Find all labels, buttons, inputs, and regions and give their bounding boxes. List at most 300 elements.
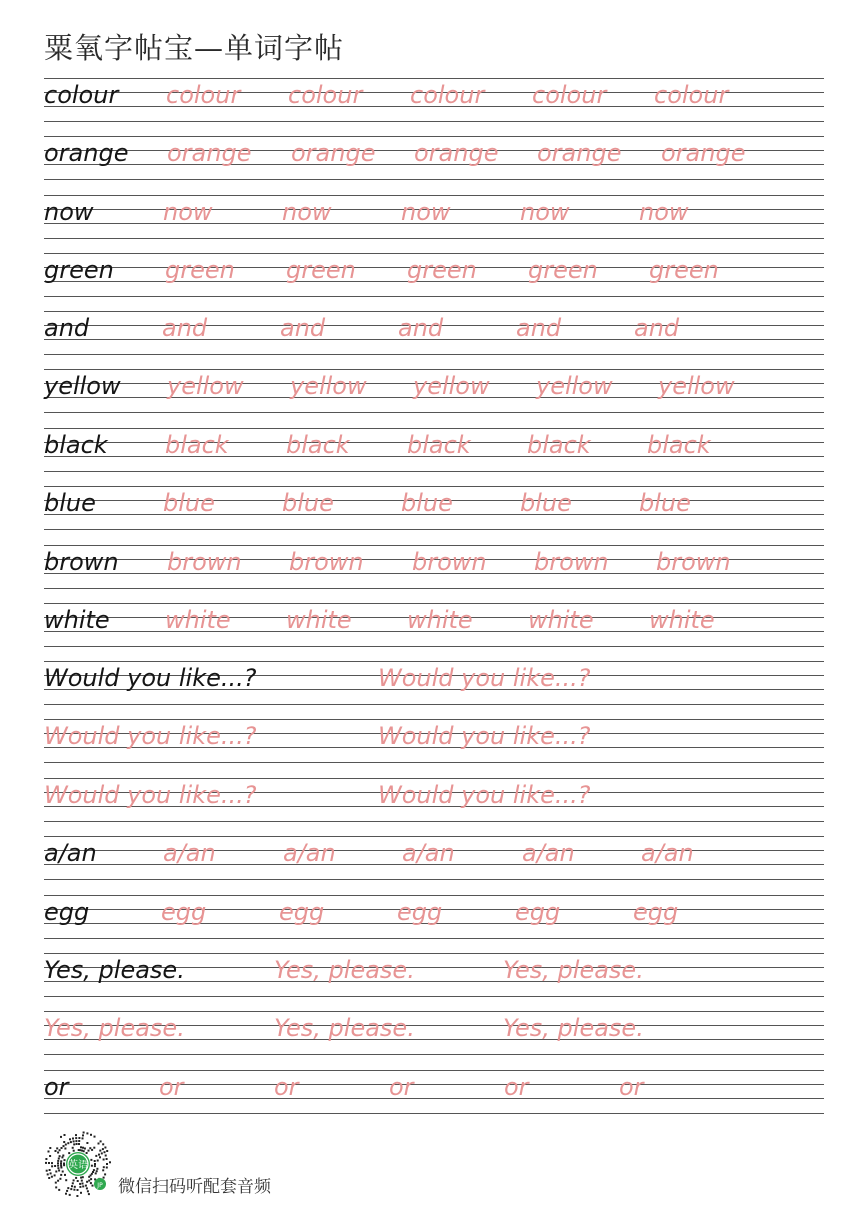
- qr-module: [89, 1147, 91, 1149]
- ruling-line: [44, 238, 824, 239]
- qr-module: [96, 1170, 98, 1172]
- qr-module: [65, 1144, 67, 1146]
- practice-row: [44, 603, 824, 647]
- ruling-line: [44, 296, 824, 297]
- ruling-line: [44, 369, 824, 370]
- trace-word: green: [165, 256, 235, 284]
- practice-row: [44, 719, 824, 763]
- qr-module: [60, 1160, 62, 1162]
- trace-word: white: [286, 606, 352, 634]
- qr-module: [103, 1166, 105, 1168]
- ruling-line: [44, 1011, 824, 1012]
- trace-word: a/an: [163, 839, 216, 867]
- qr-module: [106, 1150, 108, 1152]
- qr-corner-label: JP: [97, 1182, 103, 1189]
- practice-row: [44, 136, 824, 180]
- practice-row: [44, 661, 824, 705]
- ruling-line: [44, 1070, 824, 1071]
- qr-module: [78, 1143, 80, 1145]
- ruling-line: [44, 996, 824, 997]
- qr-module: [57, 1180, 59, 1182]
- qr-module: [67, 1142, 69, 1144]
- qr-module: [93, 1169, 95, 1171]
- qr-module: [106, 1167, 108, 1169]
- trace-word: Yes, please.: [274, 1014, 415, 1042]
- ruling-line: [44, 311, 824, 312]
- qr-module: [66, 1190, 68, 1192]
- qr-module: [56, 1147, 58, 1149]
- qr-module: [90, 1182, 92, 1184]
- qr-module: [45, 1162, 47, 1164]
- ruling-line: [44, 836, 824, 837]
- qr-module: [69, 1194, 71, 1196]
- qr-module: [94, 1160, 96, 1162]
- qr-module: [88, 1193, 90, 1195]
- qr-module: [61, 1147, 63, 1149]
- trace-word: yellow: [167, 372, 244, 400]
- qr-module: [86, 1132, 88, 1134]
- trace-word: Would you like...?: [378, 664, 591, 692]
- ruling-line: [44, 953, 824, 954]
- qr-module: [59, 1155, 61, 1157]
- qr-module: [78, 1140, 80, 1142]
- qr-module: [96, 1168, 98, 1170]
- trace-word: brown: [656, 548, 731, 576]
- ruling-line: [44, 603, 824, 604]
- qr-module: [86, 1187, 88, 1189]
- practice-row: [44, 953, 824, 997]
- trace-word: brown: [167, 548, 242, 576]
- qr-module: [98, 1143, 100, 1145]
- qr-module: [60, 1136, 62, 1138]
- trace-word: a/an: [522, 839, 575, 867]
- ruling-line: [44, 821, 824, 822]
- qr-module: [68, 1152, 70, 1154]
- qr-module: [50, 1172, 52, 1174]
- ruling-line: [44, 938, 824, 939]
- model-word: orange: [44, 139, 129, 167]
- trace-word: egg: [515, 898, 561, 926]
- practice-row: [44, 486, 824, 530]
- qr-module: [70, 1141, 72, 1143]
- qr-module: [80, 1177, 82, 1179]
- trace-word: Yes, please.: [503, 956, 644, 984]
- qr-module: [64, 1134, 66, 1136]
- model-word: egg: [44, 898, 90, 926]
- practice-row: [44, 311, 824, 355]
- trace-word: now: [401, 198, 451, 226]
- ruling-line: [44, 195, 824, 196]
- qr-module: [46, 1170, 48, 1172]
- ruling-line: [44, 412, 824, 413]
- trace-word: brown: [289, 548, 364, 576]
- model-word: black: [44, 431, 108, 459]
- qr-module: [95, 1172, 97, 1174]
- qr-module: [59, 1178, 61, 1180]
- qr-module: [55, 1182, 57, 1184]
- qr-module: [60, 1174, 62, 1176]
- trace-word: and: [280, 314, 326, 342]
- trace-word: or: [389, 1073, 414, 1101]
- qr-module: [78, 1137, 80, 1139]
- ruling-line: [44, 646, 824, 647]
- trace-word: white: [165, 606, 231, 634]
- qr-module: [57, 1162, 59, 1164]
- qr-module: [51, 1162, 53, 1164]
- trace-word: brown: [412, 548, 487, 576]
- qr-module: [72, 1147, 74, 1149]
- qr-module: [73, 1189, 75, 1191]
- qr-module: [67, 1187, 69, 1189]
- qr-module: [106, 1158, 108, 1160]
- trace-word: and: [634, 314, 680, 342]
- qr-module: [75, 1134, 77, 1136]
- qr-module: [80, 1146, 82, 1148]
- model-word: or: [44, 1073, 69, 1101]
- trace-word: or: [159, 1073, 184, 1101]
- trace-word: or: [274, 1073, 299, 1101]
- qr-module: [73, 1140, 75, 1142]
- qr-module: [57, 1165, 59, 1167]
- model-word: Would you like...?: [44, 664, 257, 692]
- trace-word: black: [527, 431, 591, 459]
- model-word: yellow: [44, 372, 121, 400]
- ruling-line: [44, 545, 824, 546]
- qr-module: [81, 1180, 83, 1182]
- ruling-line: [44, 486, 824, 487]
- qr-module: [79, 1186, 81, 1188]
- qr-module: [73, 1150, 75, 1152]
- trace-word: Yes, please.: [44, 1014, 185, 1042]
- trace-word: yellow: [413, 372, 490, 400]
- qr-module: [77, 1189, 79, 1191]
- practice-row: [44, 545, 824, 589]
- qr-module: [58, 1189, 60, 1191]
- trace-word: blue: [282, 489, 334, 517]
- ruling-line: [44, 471, 824, 472]
- qr-module: [76, 1143, 78, 1145]
- qr-module: [55, 1171, 57, 1173]
- qr-module: [92, 1185, 94, 1187]
- qr-module: [54, 1174, 56, 1176]
- qr-module: [104, 1173, 106, 1175]
- qr-module: [82, 1185, 84, 1187]
- qr-module: [63, 1163, 65, 1165]
- model-word: now: [44, 198, 94, 226]
- qr-module: [94, 1163, 96, 1165]
- qr-module: [64, 1174, 66, 1176]
- qr-module: [94, 1165, 96, 1167]
- qr-module: [69, 1138, 71, 1140]
- trace-word: colour: [410, 81, 485, 109]
- qr-module: [103, 1159, 105, 1161]
- practice-row: [44, 836, 824, 880]
- ruling-line: [44, 895, 824, 896]
- qr-module: [91, 1149, 93, 1151]
- qr-module: [55, 1150, 57, 1152]
- qr-module: [47, 1173, 49, 1175]
- ruling-line: [44, 1113, 824, 1114]
- qr-module: [90, 1178, 92, 1180]
- trace-word: orange: [414, 139, 499, 167]
- trace-word: colour: [654, 81, 729, 109]
- qr-module: [51, 1165, 53, 1167]
- qr-module: [65, 1193, 67, 1195]
- ruling-line: [44, 78, 824, 79]
- qr-module: [86, 1181, 88, 1183]
- page-title: 粟氧字帖宝—单词字帖: [44, 31, 345, 65]
- trace-word: yellow: [290, 372, 367, 400]
- ruling-line: [44, 253, 824, 254]
- trace-word: white: [528, 606, 594, 634]
- trace-word: green: [528, 256, 598, 284]
- ruling-line: [44, 762, 824, 763]
- qr-module: [82, 1134, 84, 1136]
- trace-word: white: [649, 606, 715, 634]
- trace-word: colour: [532, 81, 607, 109]
- qr-module: [101, 1152, 103, 1154]
- qr-module: [82, 1147, 84, 1149]
- qr-module: [49, 1169, 51, 1171]
- ruling-line: [44, 661, 824, 662]
- qr-module: [64, 1159, 66, 1161]
- trace-word: black: [407, 431, 471, 459]
- model-word: and: [44, 314, 90, 342]
- qr-module: [97, 1160, 99, 1162]
- qr-module: [63, 1145, 65, 1147]
- qr-module: [76, 1195, 78, 1197]
- trace-word: a/an: [402, 839, 455, 867]
- qr-module: [80, 1192, 82, 1194]
- qr-module: [90, 1134, 92, 1136]
- model-word: blue: [44, 489, 96, 517]
- qr-module: [82, 1176, 84, 1178]
- qr-module: [104, 1147, 106, 1149]
- qr-module: [84, 1148, 86, 1150]
- qr-module: [51, 1176, 53, 1178]
- qr-module: [60, 1167, 62, 1169]
- trace-word: and: [398, 314, 444, 342]
- ruling-line: [44, 428, 824, 429]
- ruling-line: [44, 778, 824, 779]
- model-word: green: [44, 256, 114, 284]
- qr-module: [62, 1155, 64, 1157]
- qr-module: [86, 1152, 88, 1154]
- trace-word: yellow: [536, 372, 613, 400]
- trace-word: Would you like...?: [44, 781, 257, 809]
- practice-row: [44, 428, 824, 472]
- qr-module: [57, 1160, 59, 1162]
- qr-module: [75, 1177, 77, 1179]
- qr-module: [72, 1138, 74, 1140]
- qr-module: [48, 1151, 50, 1153]
- trace-word: black: [647, 431, 711, 459]
- qr-module: [59, 1149, 61, 1151]
- trace-word: a/an: [283, 839, 336, 867]
- qr-module: [102, 1169, 104, 1171]
- practice-row: [44, 1070, 824, 1114]
- trace-word: egg: [161, 898, 207, 926]
- trace-word: black: [165, 431, 229, 459]
- trace-word: orange: [537, 139, 622, 167]
- qr-module: [48, 1177, 50, 1179]
- practice-row: [44, 369, 824, 413]
- trace-word: blue: [401, 489, 453, 517]
- trace-word: or: [619, 1073, 644, 1101]
- qr-module: [79, 1183, 81, 1185]
- qr-module: [94, 1136, 96, 1138]
- qr-module: [60, 1162, 62, 1164]
- trace-word: green: [407, 256, 477, 284]
- qr-module: [62, 1171, 64, 1173]
- qr-module: [78, 1149, 80, 1151]
- qr-module: [58, 1170, 60, 1172]
- model-word: white: [44, 606, 110, 634]
- qr-module: [88, 1180, 90, 1182]
- trace-word: blue: [163, 489, 215, 517]
- qr-badge-label: 英语: [68, 1160, 88, 1171]
- scan-instruction: 微信扫码听配套音频: [118, 1177, 271, 1197]
- trace-word: orange: [167, 139, 252, 167]
- practice-row: [44, 895, 824, 939]
- qr-module: [45, 1158, 47, 1160]
- qr-module: [85, 1185, 87, 1187]
- qr-module: [91, 1165, 93, 1167]
- qr-module: [102, 1143, 104, 1145]
- trace-word: Would you like...?: [378, 781, 591, 809]
- trace-word: egg: [397, 898, 443, 926]
- qr-module: [103, 1177, 105, 1179]
- ruling-line: [44, 136, 824, 137]
- qr-module: [88, 1176, 90, 1178]
- model-word: colour: [44, 81, 119, 109]
- qr-module: [54, 1165, 56, 1167]
- trace-word: green: [649, 256, 719, 284]
- ruling-line: [44, 1054, 824, 1055]
- practice-row: [44, 1011, 824, 1055]
- qr-module: [83, 1150, 85, 1152]
- trace-word: orange: [661, 139, 746, 167]
- qr-module: [57, 1152, 59, 1154]
- trace-word: Would you like...?: [44, 722, 257, 750]
- trace-word: egg: [633, 898, 679, 926]
- trace-word: now: [282, 198, 332, 226]
- trace-word: now: [163, 198, 213, 226]
- qr-module: [73, 1179, 75, 1181]
- ruling-line: [44, 529, 824, 530]
- trace-word: Yes, please.: [274, 956, 415, 984]
- trace-word: or: [504, 1073, 529, 1101]
- trace-word: white: [407, 606, 473, 634]
- model-word: Yes, please.: [44, 956, 185, 984]
- ruling-line: [44, 719, 824, 720]
- model-word: a/an: [44, 839, 97, 867]
- qr-module: [90, 1159, 92, 1161]
- practice-row: [44, 78, 824, 122]
- qr-module: [88, 1150, 90, 1152]
- qr-module: [58, 1158, 60, 1160]
- qr-code-icon[interactable]: [40, 1126, 112, 1198]
- qr-module: [104, 1151, 106, 1153]
- qr-module: [63, 1141, 65, 1143]
- qr-module: [106, 1163, 108, 1165]
- qr-module: [65, 1179, 67, 1181]
- trace-word: now: [520, 198, 570, 226]
- trace-word: Would you like...?: [378, 722, 591, 750]
- qr-module: [64, 1148, 66, 1150]
- practice-row: [44, 253, 824, 297]
- qr-module: [49, 1147, 51, 1149]
- trace-word: colour: [166, 81, 241, 109]
- ruling-line: [44, 879, 824, 880]
- qr-module: [99, 1156, 101, 1158]
- qr-module: [77, 1180, 79, 1182]
- ruling-line: [44, 704, 824, 705]
- trace-word: orange: [291, 139, 376, 167]
- ruling-line: [44, 179, 824, 180]
- trace-word: a/an: [641, 839, 694, 867]
- qr-module: [75, 1137, 77, 1139]
- trace-word: egg: [279, 898, 325, 926]
- qr-module: [61, 1156, 63, 1158]
- trace-word: Yes, please.: [503, 1014, 644, 1042]
- qr-module: [100, 1140, 102, 1142]
- qr-module: [86, 1142, 88, 1144]
- qr-module: [49, 1155, 51, 1157]
- qr-module: [98, 1154, 100, 1156]
- qr-module: [82, 1137, 84, 1139]
- trace-word: and: [162, 314, 208, 342]
- ruling-line: [44, 121, 824, 122]
- qr-module: [102, 1148, 104, 1150]
- qr-module: [92, 1171, 94, 1173]
- trace-word: blue: [520, 489, 572, 517]
- trace-word: brown: [534, 548, 609, 576]
- qr-module: [95, 1155, 97, 1157]
- trace-word: green: [286, 256, 356, 284]
- qr-module: [72, 1182, 74, 1184]
- qr-module: [48, 1162, 50, 1164]
- qr-module: [75, 1140, 77, 1142]
- ruling-line: [44, 354, 824, 355]
- qr-module: [71, 1185, 73, 1187]
- qr-module: [87, 1190, 89, 1192]
- qr-module: [73, 1143, 75, 1145]
- qr-module: [99, 1150, 101, 1152]
- model-word: brown: [44, 548, 119, 576]
- trace-word: yellow: [658, 372, 735, 400]
- qr-module: [70, 1188, 72, 1190]
- practice-row: [44, 778, 824, 822]
- trace-word: colour: [288, 81, 363, 109]
- qr-module: [105, 1155, 107, 1157]
- trace-word: now: [639, 198, 689, 226]
- qr-module: [60, 1165, 62, 1167]
- practice-row: [44, 195, 824, 239]
- qr-module: [55, 1186, 57, 1188]
- trace-word: black: [286, 431, 350, 459]
- qr-module: [109, 1161, 111, 1163]
- qr-module: [74, 1186, 76, 1188]
- ruling-line: [44, 588, 824, 589]
- qr-module: [93, 1147, 95, 1149]
- audio-footer: [40, 1126, 340, 1198]
- qr-module: [82, 1183, 84, 1185]
- qr-module: [83, 1132, 85, 1134]
- qr-module: [57, 1167, 59, 1169]
- trace-word: blue: [639, 489, 691, 517]
- trace-word: and: [516, 314, 562, 342]
